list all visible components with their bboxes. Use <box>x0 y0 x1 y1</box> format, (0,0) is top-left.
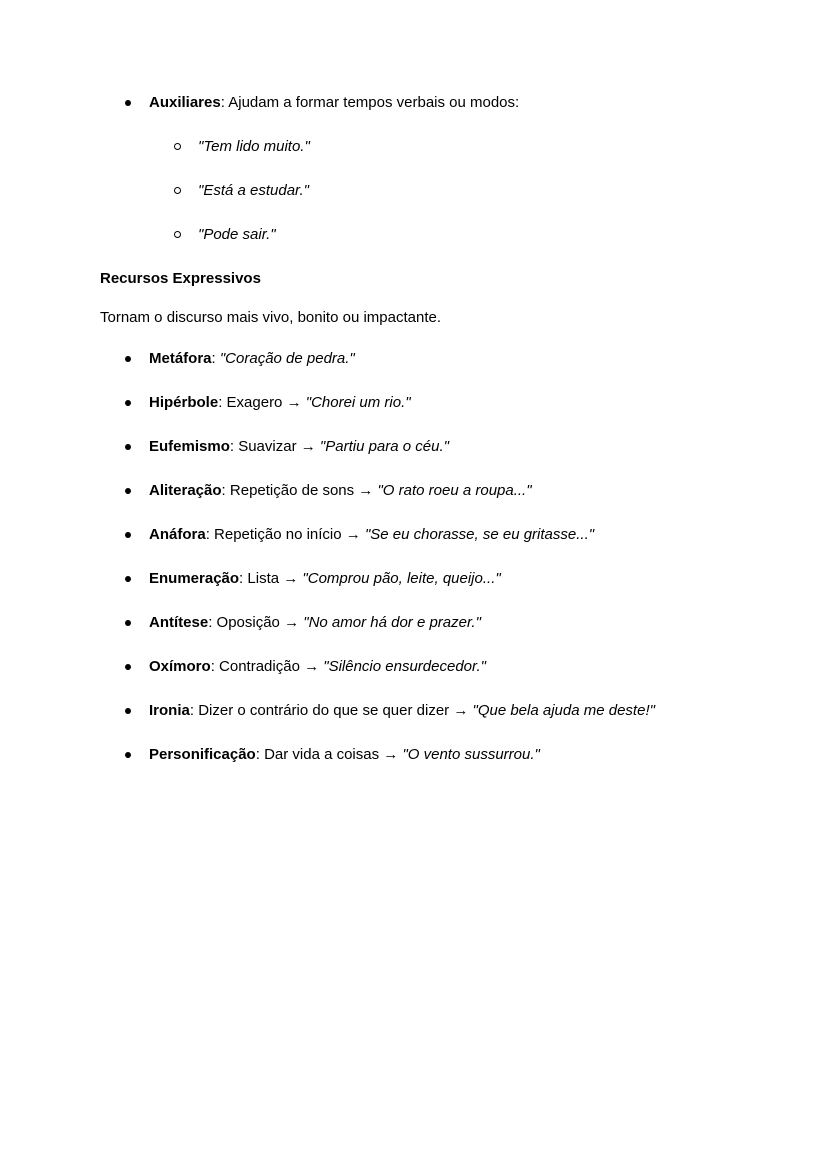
separator: : <box>255 746 265 763</box>
term: Antítese <box>149 614 209 631</box>
lead-text: Suavizar → <box>238 438 320 455</box>
bullet-disc-icon <box>125 444 131 450</box>
list-item-recurso <box>100 657 728 677</box>
bullet-circle-icon <box>174 143 181 150</box>
term: Anáfora <box>149 526 206 543</box>
bullet-disc-icon <box>125 664 131 670</box>
separator: : <box>220 94 229 111</box>
section-heading: Recursos Expressivos <box>100 270 261 287</box>
example-quote: "Está a estudar." <box>198 182 309 199</box>
list-item-recurso <box>100 525 728 545</box>
separator: : <box>218 394 227 411</box>
term: Metáfora <box>149 350 212 367</box>
bullet-disc-icon <box>125 488 131 494</box>
lead-text: Exagero → <box>226 394 306 411</box>
bullet-disc-icon <box>125 356 131 362</box>
quote-text: "Comprou pão, leite, queijo..." <box>302 570 501 587</box>
term: Aliteração <box>149 482 222 499</box>
term: Personificação <box>149 746 256 763</box>
quote-text: "O rato roeu a roupa..." <box>377 482 532 499</box>
example-quote: "Tem lido muito." <box>198 138 310 155</box>
lead-text: Contradição → <box>219 658 324 675</box>
list-item-recurso <box>100 481 728 501</box>
list-item-example <box>100 225 728 245</box>
term: Oxímoro <box>149 658 211 675</box>
quote-text: "Partiu para o céu." <box>319 438 449 455</box>
bullet-circle-icon <box>174 187 181 194</box>
lead-text: Repetição de sons → <box>229 482 378 499</box>
example-quote: "Pode sair." <box>198 226 276 243</box>
lead-text: Dar vida a coisas → <box>264 746 403 763</box>
auxiliares-list <box>100 93 728 245</box>
term-auxiliares: Auxiliares <box>149 94 221 111</box>
bullet-disc-icon <box>125 752 131 758</box>
quote-text: "Silêncio ensurdecedor." <box>323 658 486 675</box>
quote-text: "No amor há dor e prazer." <box>303 614 481 631</box>
lead-text: Repetição no início → <box>214 526 365 543</box>
lead-text: Lista → <box>247 570 303 587</box>
list-item-example <box>100 137 728 157</box>
bullet-disc-icon <box>125 576 131 582</box>
list-item-auxiliares <box>100 93 728 113</box>
term: Hipérbole <box>149 394 219 411</box>
quote-text: "Chorei um rio." <box>305 394 411 411</box>
separator: : <box>208 614 217 631</box>
quote-text: "Se eu chorasse, se eu gritasse..." <box>364 526 595 543</box>
bullet-disc-icon <box>125 708 131 714</box>
list-item-recurso <box>100 613 728 633</box>
section-intro: Tornam o discurso mais vivo, bonito ou impactante. <box>100 309 441 326</box>
bullet-disc-icon <box>125 620 131 626</box>
separator: : <box>205 526 215 543</box>
lead-text: Dizer o contrário do que se quer dizer → <box>198 702 473 719</box>
recursos-list <box>100 349 728 765</box>
bullet-circle-icon <box>174 231 181 238</box>
list-item-example <box>100 181 728 201</box>
description-auxiliares: Ajudam a formar tempos verbais ou modos: <box>228 94 520 111</box>
separator: : <box>221 482 230 499</box>
bullet-disc-icon <box>125 400 131 406</box>
bullet-disc-icon <box>125 532 131 538</box>
list-item-recurso <box>100 745 728 765</box>
lead-text: Oposição → <box>216 614 304 631</box>
separator: : <box>229 438 239 455</box>
separator: : <box>211 350 220 367</box>
term: Enumeração <box>149 570 240 587</box>
quote-text: "Que bela ajuda me deste!" <box>472 702 655 719</box>
term: Ironia <box>149 702 190 719</box>
term: Eufemismo <box>149 438 230 455</box>
list-item-recurso <box>100 393 728 413</box>
separator: : <box>239 570 248 587</box>
list-item-recurso <box>100 437 728 457</box>
quote-text: "Coração de pedra." <box>219 350 355 367</box>
separator: : <box>210 658 220 675</box>
list-item-recurso <box>100 701 728 721</box>
list-item-recurso <box>100 349 728 369</box>
separator: : <box>189 702 199 719</box>
bullet-disc-icon <box>125 100 131 106</box>
quote-text: "O vento sussurrou." <box>402 746 540 763</box>
list-item-recurso <box>100 569 728 589</box>
